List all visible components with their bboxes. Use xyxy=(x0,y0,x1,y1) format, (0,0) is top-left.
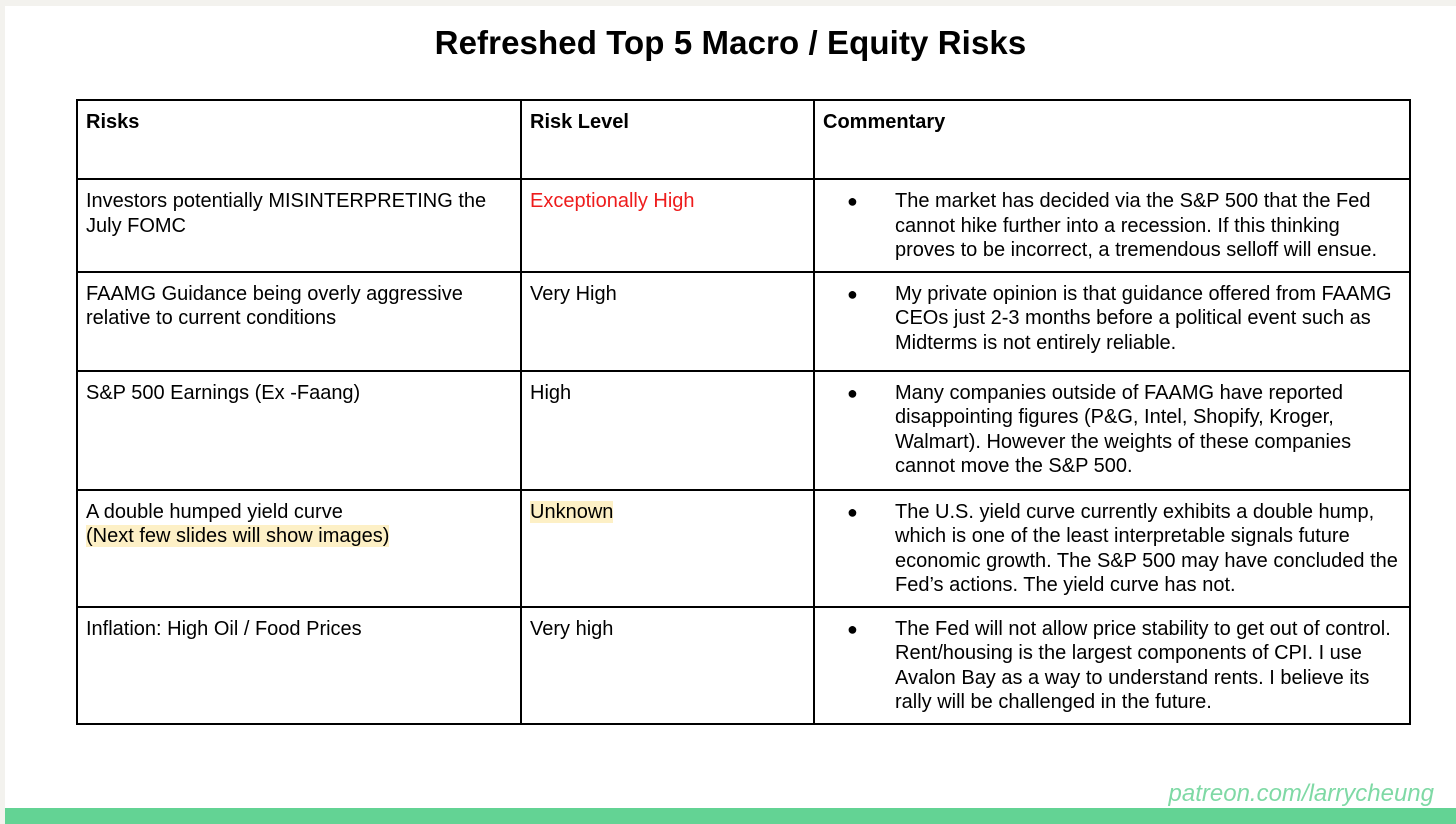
commentary-cell xyxy=(814,272,1410,371)
risk-level-cell xyxy=(521,272,814,371)
header-risks: Risks xyxy=(77,100,521,179)
risk-level-text: Very high xyxy=(530,617,614,640)
slide xyxy=(5,6,1456,824)
risk-text: A double humped yield curve xyxy=(86,500,343,523)
risk-cell xyxy=(77,371,521,490)
risk-text: Inflation: High Oil / Food Prices xyxy=(86,617,362,640)
commentary-text: The Fed will not allow price stability to get out of control. Rent/housing is the largest components of CPI. I use Avalon Bay as a way to understand rents. I believe its rally will be challenged in the future. xyxy=(895,617,1391,713)
bullet-icon: ● xyxy=(847,618,858,639)
slide-title: Refreshed Top 5 Macro / Equity Risks xyxy=(434,24,1027,61)
risk-text: S&P 500 Earnings (Ex -Faang) xyxy=(86,381,361,404)
bullet-icon: ● xyxy=(847,501,858,522)
risk-level-cell xyxy=(521,490,814,607)
risk-text: FAAMG Guidance being overly aggressive relative to current conditions xyxy=(86,282,463,329)
risk-cell xyxy=(77,607,521,724)
commentary-text: The U.S. yield curve currently exhibits a double hump, which is one of the least interpretable signals future economic growth. The S&P 500 may have concluded the Fed’s actions. The yield curve has not. xyxy=(895,500,1398,596)
risk-level-text: High xyxy=(530,381,572,404)
risk-note-highlighted: (Next few slides will show images) xyxy=(86,525,390,547)
risk-level-text: Exceptionally High xyxy=(530,190,695,212)
risk-level-cell xyxy=(521,179,814,272)
bullet-icon: ● xyxy=(847,382,858,403)
commentary-text: Many companies outside of FAAMG have reported disappointing figures (P&G, Intel, Shopify, Kroger, Walmart). However the weights of these companies cannot move the S&P 500. xyxy=(895,381,1352,477)
risk-cell xyxy=(77,179,521,272)
table-row xyxy=(77,179,1410,272)
table-row xyxy=(77,272,1410,371)
footer-accent-bar xyxy=(5,808,1456,824)
patreon-link[interactable]: patreon.com/larrycheung xyxy=(1168,780,1434,807)
risk-text: Investors potentially MISINTERPRETING the July FOMC xyxy=(86,190,487,237)
bullet-icon: ● xyxy=(847,283,858,304)
table-row xyxy=(77,371,1410,490)
commentary-text: The market has decided via the S&P 500 that the Fed cannot hike further into a recession. If this thinking proves to be incorrect, a tremendous selloff will ensue. xyxy=(895,190,1378,261)
risk-level-text: Unknown xyxy=(530,500,614,523)
commentary-text: My private opinion is that guidance offered from FAAMG CEOs just 2-3 months before a political event such as Midterms is not entirely reliable. xyxy=(895,282,1392,354)
commentary-cell xyxy=(814,607,1410,724)
commentary-cell xyxy=(814,179,1410,272)
risk-cell xyxy=(77,272,521,371)
table-header-row xyxy=(77,100,1410,179)
risk-level-text: Very High xyxy=(530,282,617,305)
bullet-icon: ● xyxy=(847,191,858,211)
risk-cell xyxy=(77,490,521,607)
risk-level-cell xyxy=(521,371,814,490)
table-row xyxy=(77,490,1410,607)
commentary-cell xyxy=(814,490,1410,607)
table-row xyxy=(77,607,1410,724)
risk-table xyxy=(76,99,1411,725)
commentary-cell xyxy=(814,371,1410,490)
header-commentary: Commentary xyxy=(814,100,1410,179)
risk-level-cell xyxy=(521,607,814,724)
header-risk-level: Risk Level xyxy=(521,100,814,179)
